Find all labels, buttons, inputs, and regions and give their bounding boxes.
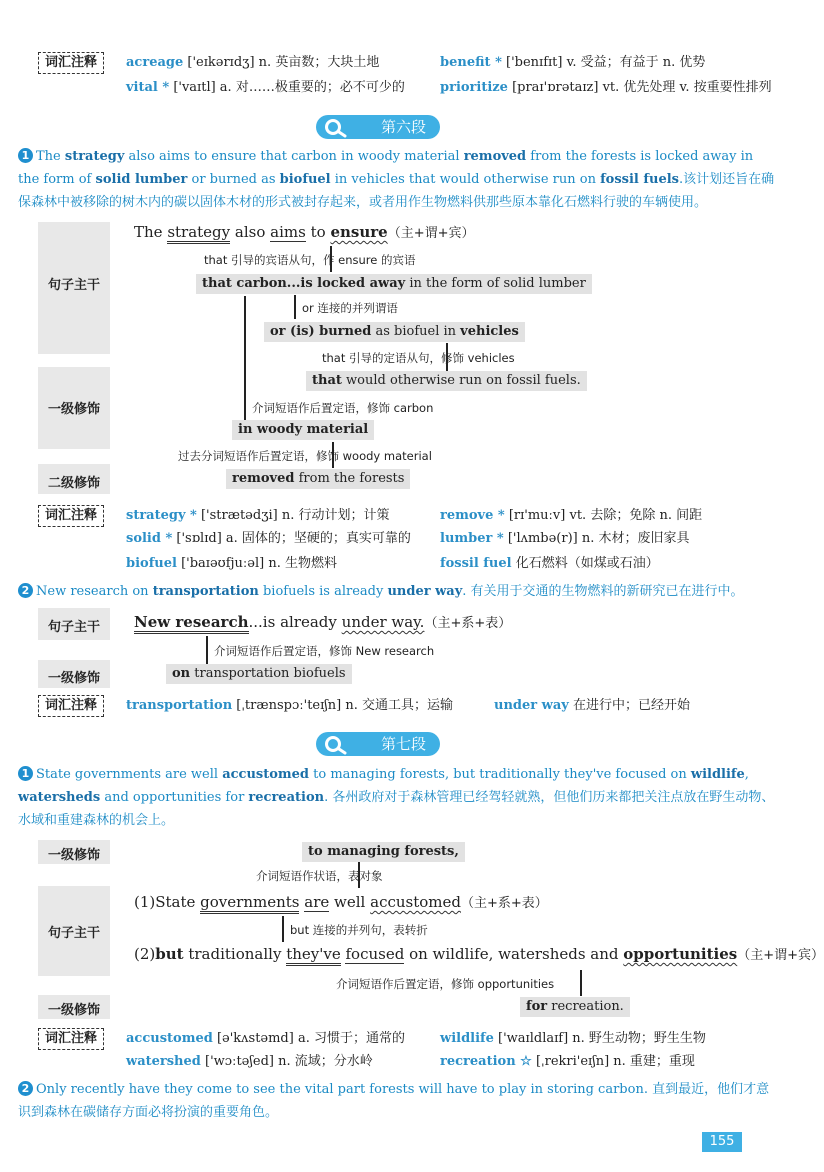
sentence-text: from the forests is locked away in the form of (18, 149, 754, 187)
label-level1: 一级修饰 (47, 848, 100, 863)
annotation: 介词短语作后置定语，修饰 New research (214, 644, 435, 658)
clause-box: on transportation biofuels (166, 664, 352, 684)
sentence-2: 2 Only recently have they come to see the vital part forests will have to play in storing carbon. 直到最近，他们才意识到森林在碳储存方面必将扮演的重要角色。 (18, 1082, 770, 1120)
keyword: recreation (248, 790, 325, 805)
vocab-entry: acreage ['eɪkərɪdʒ] n. 英亩数；大块土地 (126, 55, 380, 70)
label-main-clause: 句子主干 (47, 926, 100, 941)
vocab-entry: watershed ['wɔːtəʃed] n. 流域；分水岭 (126, 1054, 373, 1069)
vocab-entry: solid * ['sɒlɪd] a. 固体的；坚硬的；真实可靠的 (126, 531, 411, 546)
label-level1: 一级修饰 (47, 402, 100, 417)
clause-box: or (is) burned as biofuel in vehicles (264, 322, 525, 342)
keyword: watersheds (18, 790, 101, 805)
sentence-number-badge: 2 (18, 583, 33, 598)
sentence-text: in vehicles that would otherwise run on (330, 172, 601, 187)
sentence-number-badge: 1 (18, 148, 33, 163)
vocab-entry: lumber * ['lʌmbə(r)] n. 木材；废旧家具 (440, 531, 690, 546)
vocab-entry: under way 在进行中；已经开始 (494, 698, 690, 713)
vocab-tag: 词汇注释 (38, 505, 104, 527)
main-clause: The strategy also aims to ensure（主+谓+宾） (134, 222, 474, 241)
annotation: or 连接的并列谓语 (302, 301, 398, 315)
sentence-1: 1 The strategy also aims to ensure that carbon in woody material removed from the forests is locked away in the form of solid lumber or burned as biofuel in vehicles that would otherwise run on fossil fuels.该计划还旨在确保森林中被移除的树木内的碳以固体木材的形式被封存起来，或者用作生物燃料供那些原本靠化石燃料行驶的车辆使用。 (18, 149, 775, 210)
sentence-text: and opportunities for (100, 790, 249, 805)
keyword: solid lumber (95, 172, 188, 187)
sentence-2: 2 New research on transportation biofuels is already under way. 有关用于交通的生物燃料的新研究已在进行中。 (18, 580, 778, 603)
vocab-entry: strategy * ['strætədʒi] n. 行动计划；计策 (126, 508, 390, 523)
label-level1: 一级修饰 (47, 671, 100, 686)
sentence-text: also aims to ensure that carbon in woody material (124, 149, 464, 164)
label-level2: 二级修饰 (47, 476, 100, 491)
vocab-entry: transportation [ˌtrænspɔː'teɪʃn] n. 交通工具；运输 (126, 698, 454, 713)
sentence-text: State governments are well (36, 767, 223, 782)
sentence-text: . (324, 790, 329, 805)
sentence-number-badge: 1 (18, 766, 33, 781)
clause-box: removed from the forests (226, 469, 410, 489)
magnifier-icon (320, 733, 350, 755)
annotation: 过去分词短语作后置定语，修饰 woody material (178, 449, 432, 463)
vocab-entry: vital * ['vaɪtl] a. 对……极重要的；必不可少的 (126, 80, 405, 95)
connector-line (244, 296, 246, 420)
magnifier-icon (320, 116, 350, 138)
vocab-tag: 词汇注释 (38, 695, 104, 717)
label-main-clause: 句子主干 (47, 620, 100, 635)
sentence-text: , (744, 767, 749, 782)
connector-line (282, 916, 284, 942)
sentence-text: The (36, 149, 65, 164)
sentence-text: . (462, 584, 467, 599)
keyword: transportation (152, 584, 259, 599)
section-header-6: 第六段 (316, 115, 440, 139)
keyword: strategy (64, 149, 125, 164)
sentence-number-badge: 2 (18, 1081, 33, 1096)
vocab-entry: wildlife ['waɪldlaɪf] n. 野生动物；野生生物 (440, 1031, 706, 1046)
annotation: 介词短语作状语，表对象 (256, 869, 383, 883)
sentence-text: biofuels is already (258, 584, 388, 599)
vocab-entry: remove * [rɪ'muːv] vt. 去除；免除 n. 间距 (440, 508, 703, 523)
section-header-7: 第七段 (316, 732, 440, 756)
page-number: 155 (702, 1132, 742, 1152)
label-level1: 一级修饰 (47, 1003, 100, 1018)
connector-line (294, 295, 296, 319)
vocab-entry: recreation ☆ [ˌrekri'eɪʃn] n. 重建；重现 (440, 1054, 695, 1069)
sentence-text: to managing forests, but traditionally they've focused on (309, 767, 691, 782)
main-clause-2: (2)but traditionally they've focused on wildlife, watersheds and opportunities（主+谓+宾） (134, 944, 824, 963)
clause-box: to managing forests, (302, 842, 465, 862)
connector-line (580, 970, 582, 996)
clause-box: that would otherwise run on fossil fuels. (306, 371, 587, 391)
label-main-clause: 句子主干 (47, 278, 100, 293)
vocab-entry: fossil fuel 化石燃料（如煤或石油） (440, 556, 659, 571)
sentence-text: or burned as (187, 172, 280, 187)
clause-box: in woody material (232, 420, 374, 440)
annotation: 介词短语作后置定语，修饰 opportunities (336, 977, 555, 991)
clause-box: that carbon...is locked away in the form of solid lumber (196, 274, 592, 294)
sentence-text: . (678, 172, 684, 187)
keyword: wildlife (690, 767, 745, 782)
vocab-tag: 词汇注释 (38, 1028, 104, 1050)
vocab-tag: 词汇注释 (38, 52, 104, 74)
sentence-text: New research on (36, 584, 153, 599)
annotation: that 引导的宾语从句，作 ensure 的宾语 (204, 253, 416, 267)
main-clause-1: (1)State governments are well accustomed（主+系+表） (134, 892, 548, 911)
vocab-entry: benefit * ['benɪfɪt] v. 受益；有益于 n. 优势 (440, 55, 706, 70)
vocab-entry: accustomed [ə'kʌstəmd] a. 习惯于；通常的 (126, 1031, 405, 1046)
annotation: but 连接的并列句，表转折 (290, 923, 428, 937)
annotation: 介词短语作后置定语，修饰 carbon (252, 401, 434, 415)
vocab-entry: prioritize [praɪ'ɒrətaɪz] vt. 优先处理 v. 按重要性排列 (440, 80, 772, 95)
vocab-entry: biofuel ['baɪəʊfjuːəl] n. 生物燃料 (126, 556, 338, 571)
connector-line (206, 636, 208, 664)
keyword: removed (463, 149, 527, 164)
annotation: that 引导的定语从句，修饰 vehicles (322, 351, 515, 365)
keyword: biofuel (279, 172, 331, 187)
main-clause: New research...is already under way.（主+系+表） (134, 612, 511, 631)
sentence-1: 1 State governments are well accustomed to managing forests, but traditionally they've focused on wildlife, watersheds and opportunities for recreation. 各州政府对于森林管理已经驾轻就熟，但他们历来都把关注点放在野生动物、水域和重建森林的机会上。 (18, 767, 775, 828)
clause-box: for recreation. (520, 997, 630, 1017)
keyword: fossil fuels (600, 172, 679, 187)
keyword: under way (387, 584, 463, 599)
keyword: accustomed (222, 767, 310, 782)
